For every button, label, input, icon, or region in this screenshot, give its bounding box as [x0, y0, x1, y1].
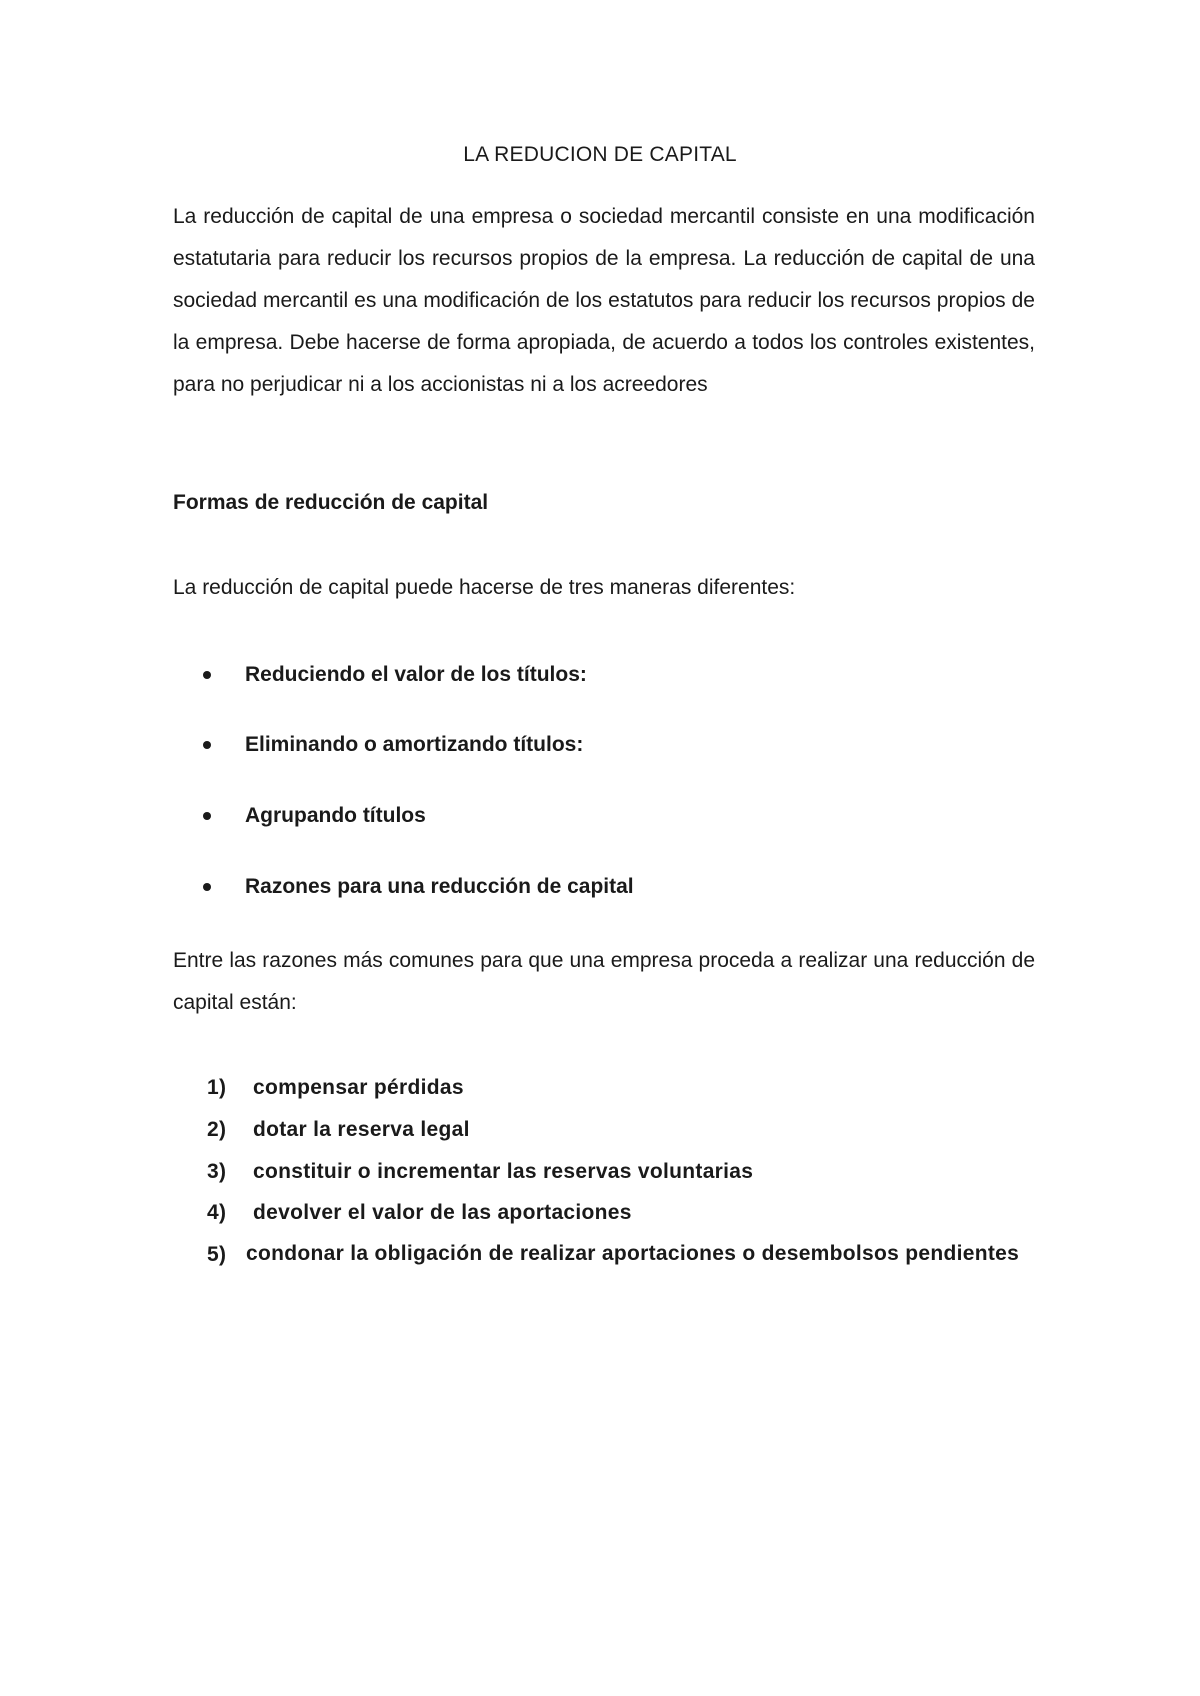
list-item-number: 5): [207, 1243, 227, 1266]
section-intro: La reducción de capital puede hacerse de tres maneras diferentes:: [173, 576, 796, 599]
list-item-label: constituir o incrementar las reservas voluntarias: [253, 1160, 754, 1183]
list-item-label: devolver el valor de las aportaciones: [253, 1201, 632, 1224]
list-item-label: condonar la obligación de realizar aportaciones o desembolsos pendientes: [246, 1242, 1020, 1265]
list-item-label: Agrupando títulos: [245, 804, 426, 827]
list-item-number: 2): [207, 1118, 227, 1141]
reasons-paragraph: Entre las razones más comunes para que una empresa proceda a realizar una reducción de capital están:: [173, 949, 1035, 1014]
list-item-label: Razones para una reducción de capital: [245, 875, 634, 898]
bullet-icon: [203, 741, 211, 749]
list-item-number: 4): [207, 1201, 227, 1224]
bullet-icon: [203, 812, 211, 820]
bullet-icon: [203, 883, 211, 891]
list-item-label: dotar la reserva legal: [253, 1118, 470, 1141]
list-item-label: Eliminando o amortizando títulos:: [245, 733, 584, 756]
list-item-number: 1): [207, 1076, 227, 1099]
page-title: LA REDUCION DE CAPITAL: [463, 143, 737, 166]
list-item-number: 3): [207, 1160, 227, 1183]
list-item-label: compensar pérdidas: [253, 1076, 464, 1099]
bullet-icon: [203, 671, 211, 679]
section-heading: Formas de reducción de capital: [173, 491, 489, 514]
list-item-label: Reduciendo el valor de los títulos:: [245, 663, 587, 686]
intro-paragraph: La reducción de capital de una empresa o sociedad mercantil consiste en una modificación estatutaria para reducir los recursos propios de la empresa. La reducción de capital de una sociedad mercantil es una modificación de los estatutos para reducir los recursos propios de la empresa. Debe hacerse de forma apropiada, de acuerdo a todos los controles existentes, para no perjudicar ni a los accionistas ni a los acreedores: [173, 205, 1035, 396]
